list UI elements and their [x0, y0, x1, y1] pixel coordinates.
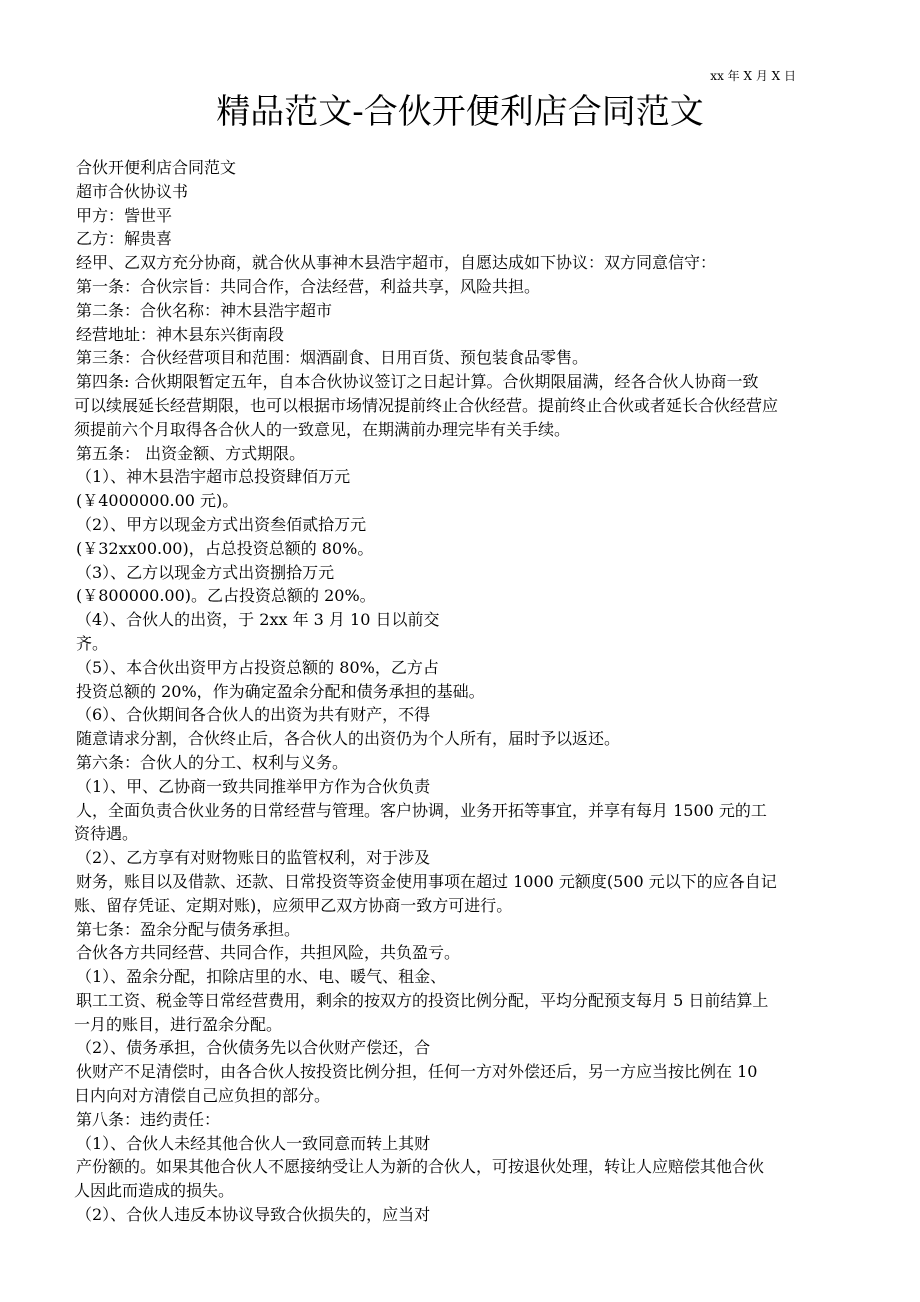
text-line: 账、留存凭证、定期对账)，应须甲乙双方协商一致方可进行。: [74, 895, 513, 915]
text-line: 第三条：合伙经营项目和范围：烟酒副食、日用百货、预包装食品零售。: [76, 348, 589, 368]
document-date: xx 年 X 月 X 日: [710, 69, 796, 83]
text-line: （6）、合伙期间各合伙人的出资为共有财产，不得: [76, 705, 431, 725]
text-line: （1）、盈余分配，扣除店里的水、电、暖气、租金、: [76, 967, 447, 987]
text-line: （1）、合伙人未经其他合伙人一致同意而转上其财: [76, 1133, 431, 1153]
text-line: 人，全面负责合伙业务的日常经营与管理。客户协调，业务开拓等事宜，并享有每月 1500 元的工: [76, 800, 767, 820]
text-line: （5）、本合伙出资甲方占投资总额的 80%，乙方占: [76, 657, 439, 677]
text-line: 投资总额的 20%，作为确定盈余分配和债务承担的基础。: [76, 681, 485, 701]
text-line: 资待遇。: [74, 824, 139, 844]
text-line: 经营地址：神木县东兴街南段: [76, 324, 285, 344]
text-line: （3）、乙方以现金方式出资捌拾万元: [76, 562, 335, 582]
text-line: 第四条: 合伙期限暂定五年，自本合伙协议签订之日起计算。合伙期限届满，经各合伙人协商一致: [76, 372, 759, 392]
text-line: （2）、甲方以现金方式出资叁佰贰拾万元: [76, 514, 367, 534]
text-line: 可以续展延长经营期限，也可以根据市场情况提前终止合伙经营。提前终止合伙或者延长合伙经营应: [74, 395, 779, 415]
text-line: (￥32xx00.00)，占总投资总额的 80%。: [76, 538, 374, 558]
text-line: （4）、合伙人的出资，于 2xx 年 3 月 10 日以前交: [76, 610, 440, 630]
text-line: 产份额的。如果其他合伙人不愿接纳受让人为新的合伙人，可按退伙处理，转让人应赔偿其他合伙: [76, 1157, 765, 1177]
text-line: (￥4000000.00 元)。: [76, 491, 239, 511]
text-line: 职工工资、税金等日常经营费用，剩余的按双方的投资比例分配，平均分配预支每月 5 日前结算上: [76, 990, 769, 1010]
text-line: 经甲、乙双方充分协商，就合伙从事神木县浩宇超市，自愿达成如下协议：双方同意信守：: [76, 253, 717, 273]
text-line: 第八条：违约责任：: [76, 1109, 221, 1129]
text-line: （2）、乙方享有对财物账日的监管权利，对于涉及: [76, 848, 431, 868]
text-line: 合伙各方共同经营、共同合作，共担风险，共负盈亏。: [76, 943, 461, 963]
text-line: 第六条：合伙人的分工、权利与义务。: [76, 752, 349, 772]
text-line: 超市合伙协议书: [76, 181, 189, 201]
text-line: 第五条： 出资金额、方式期限。: [76, 443, 306, 463]
text-line: 随意请求分割，合伙终止后，各合伙人的出资仍为个人所有，届时予以返还。: [76, 729, 621, 749]
document-body: [74, 156, 866, 1227]
text-line: (￥800000.00)。乙占投资总额的 20%。: [76, 586, 376, 606]
text-line: 第七条：盈余分配与债务承担。: [76, 919, 301, 939]
text-line: （1）、甲、乙协商一致共同推举甲方作为合伙负责: [76, 776, 431, 796]
text-line: 齐。: [76, 633, 109, 653]
document-title: 精品范文-合伙开便利店合同范文: [216, 92, 704, 132]
text-line: 一月的账目，进行盈余分配。: [74, 1014, 283, 1034]
text-line: 人因此而造成的损失。: [74, 1181, 235, 1201]
text-line: （1）、神木县浩宇超市总投资肆佰万元: [76, 467, 351, 487]
text-line: 第一条：合伙宗旨：共同合作，合法经营，利益共享，风险共担。: [76, 276, 541, 296]
text-line: 合伙开便利店合同范文: [76, 158, 237, 177]
text-line: 须提前六个月取得各合伙人的一致意见，在期满前办理完毕有关手续。: [74, 419, 571, 439]
text-line: 第二条：合伙名称：神木县浩宇超市: [76, 300, 333, 320]
text-line: （2）、债务承担，合伙债务先以合伙财产偿还，合: [76, 1038, 431, 1058]
text-line: 乙方：解贵喜: [76, 229, 173, 249]
text-line: 财务，账目以及借款、还款、日常投资等资金使用事项在超过 1000 元额度(500 元以下的应各自记: [76, 871, 777, 891]
text-line: 伙财产不足清偿时，由各合伙人按投资比例分担，任何一方对外偿还后，另一方应当按比例在 10: [76, 1062, 758, 1082]
text-line: 日内向对方清偿自己应负担的部分。: [74, 1086, 331, 1106]
text-line: （2）、合伙人违反本协议导致合伙损失的，应当对: [76, 1205, 431, 1225]
text-line: 甲方：訾世平: [76, 205, 173, 225]
